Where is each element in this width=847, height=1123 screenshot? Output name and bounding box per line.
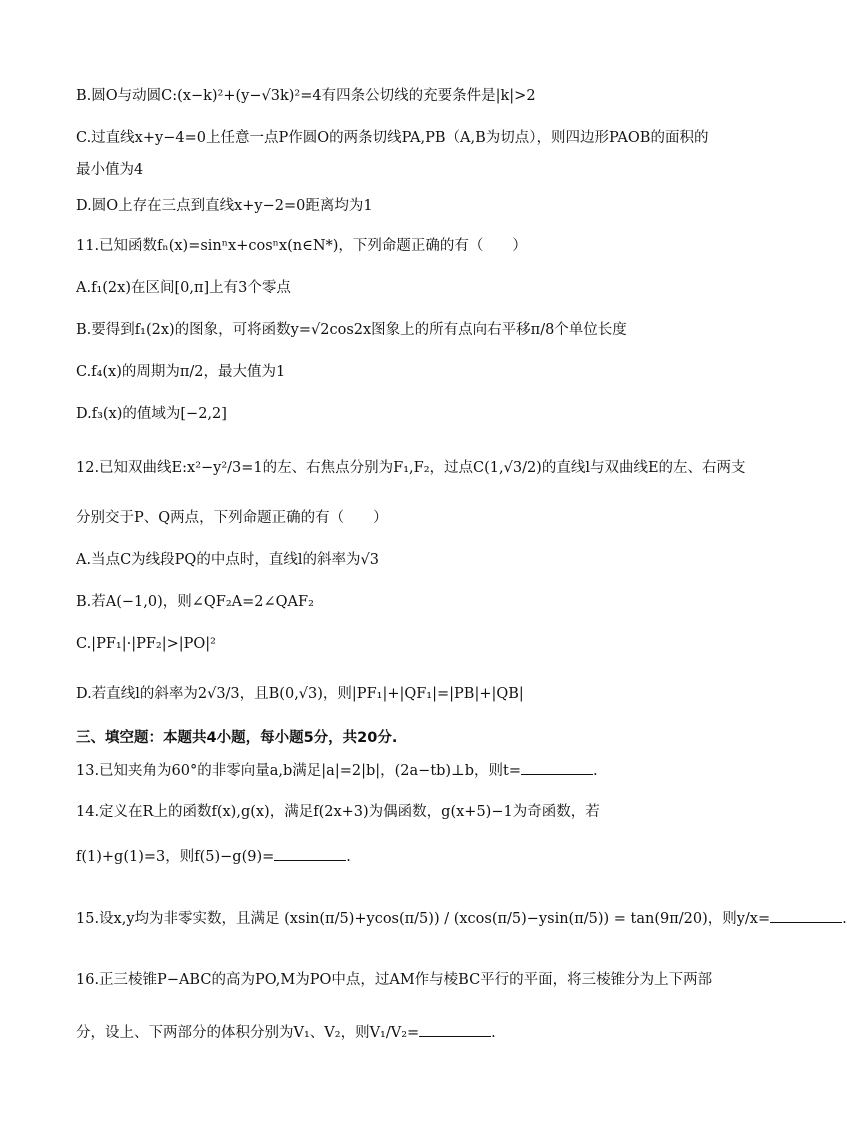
question-12-line2: 分别交于P、Q两点，下列命题正确的有（ ）: [76, 510, 388, 526]
question-14-line2: f(1)+g(1)=3，则f(5)−g(9)= .: [76, 846, 734, 867]
option-10d: D.圆O上存在三点到直线x+y−2=0距离均为1: [76, 198, 373, 214]
question-16-line2: 分，设上、下两部分的体积分别为V₁、V₂，则V₁/V₂= .: [76, 1022, 734, 1043]
option-12d: D.若直线l的斜率为2√3/3，且B(0,√3)，则|PF₁|+|QF₁|=|PB|+|QB|: [76, 686, 524, 702]
option-12b: B.若A(−1,0)，则∠QF₂A=2∠QAF₂: [76, 594, 314, 610]
option-10c-line1: C.过直线x+y−4=0上任意一点P作圆O的两条切线PA,PB（A,B为切点），则四边形PAOB的面积的: [76, 130, 709, 146]
option-11d: D.f₃(x)的值域为[−2,2]: [76, 406, 227, 422]
section-heading-fill-in: 三、填空题：本题共4小题，每小题5分，共20分.: [76, 730, 398, 746]
option-10c-line2: 最小值为4: [76, 162, 144, 178]
question-12-line1: 12.已知双曲线E:x²−y²/3=1的左、右焦点分别为F₁,F₂，过点C(1,√3/2)的直线l与双曲线E的左、右两支: [76, 460, 746, 476]
option-11b: B.要得到f₁(2x)的图象，可将函数y=√2cos2x图象上的所有点向右平移π/8个单位长度: [76, 322, 627, 338]
option-12c: C.|PF₁|·|PF₂|>|PO|²: [76, 636, 216, 652]
answer-blank[interactable]: [274, 846, 346, 861]
option-12a: A.当点C为线段PQ的中点时，直线l的斜率为√3: [76, 552, 379, 568]
question-14-line1: 14.定义在R上的函数f(x),g(x)，满足f(2x+3)为偶函数，g(x+5)−1为奇函数，若: [76, 804, 600, 820]
option-11c: C.f₄(x)的周期为π/2，最大值为1: [76, 364, 286, 380]
answer-blank[interactable]: [770, 908, 842, 923]
question-16-line1: 16.正三棱锥P−ABC的高为PO,M为PO中点，过AM作与棱BC平行的平面，将三棱锥分为上下两部: [76, 972, 713, 988]
answer-blank[interactable]: [419, 1022, 491, 1037]
question-11: 11.已知函数fₙ(x)=sinⁿx+cosⁿx(n∈N*)，下列命题正确的有（ ）: [76, 238, 527, 254]
option-11a: A.f₁(2x)在区间[0,π]上有3个零点: [76, 280, 291, 296]
answer-blank[interactable]: [521, 760, 593, 775]
question-15: 15.设x,y均为非零实数，且满足 (xsin(π/5)+ycos(π/5)) / (xcos(π/5)−ysin(π/5)) = tan(9π/20)，则y/x= .: [76, 908, 734, 929]
option-10b: B.圆O与动圆C:(x−k)²+(y−√3k)²=4有四条公切线的充要条件是|k|>2: [76, 88, 536, 104]
question-13: 13.已知夹角为60°的非零向量a,b满足|a|=2|b|，(2a−tb)⊥b，则t= .: [76, 760, 734, 781]
